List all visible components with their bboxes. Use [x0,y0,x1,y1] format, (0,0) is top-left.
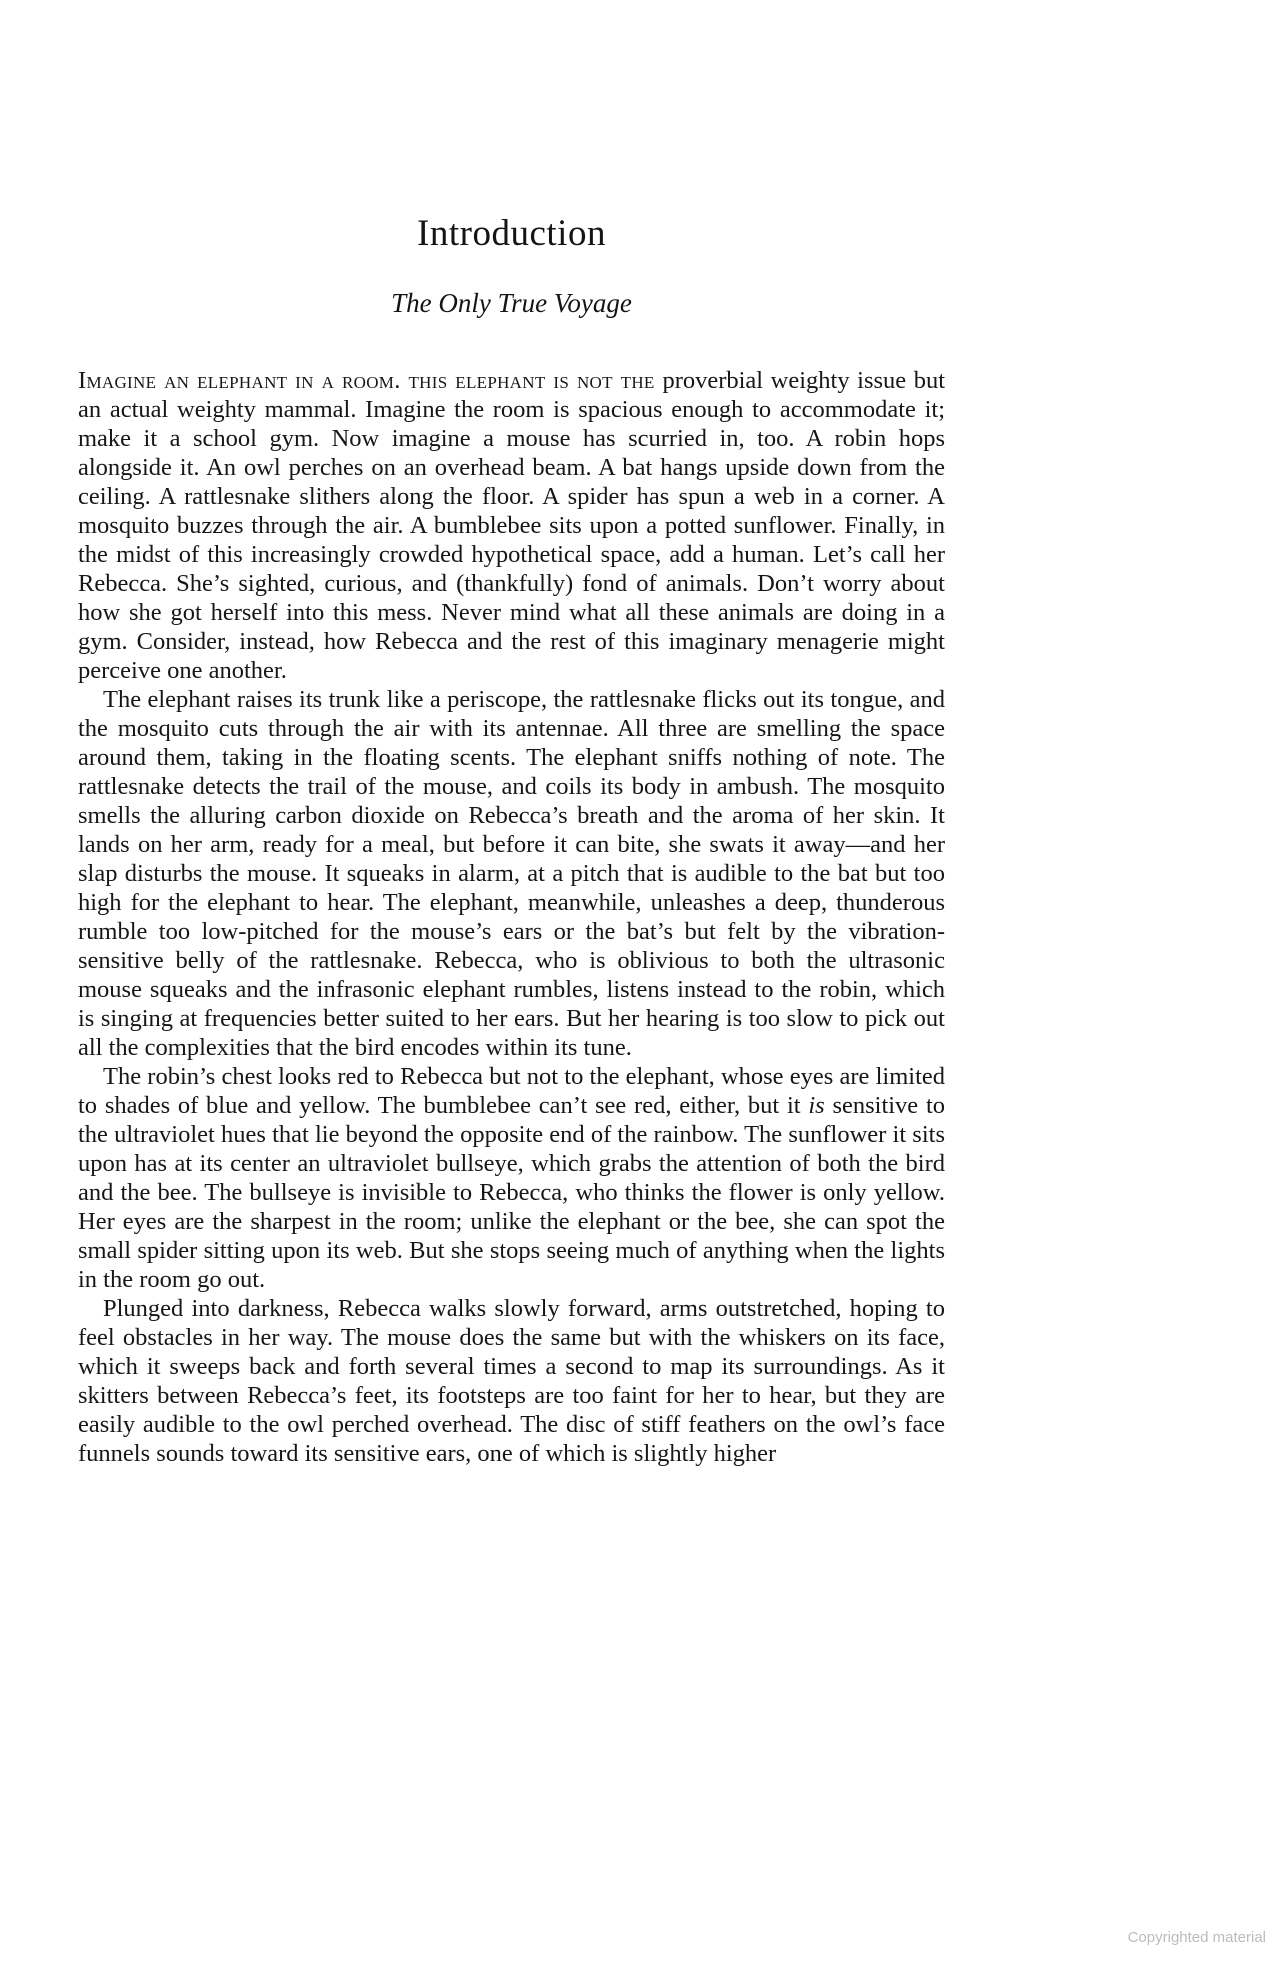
text-segment: is [808,1092,825,1119]
text-segment: The robin’s chest looks red to Rebecca but not to the elephant, whose eyes are limited to shades of blue and yellow. The bumblebee can’t see red, either, but it [78,1063,945,1119]
paragraph [78,1294,945,1468]
chapter-title: Introduction [417,213,606,254]
watermark: Copyrighted material [1127,1929,1266,1946]
text-segment: The elephant raises its trunk like a periscope, the rattlesnake flicks out its tongue, and the mosquito cuts through the air with its antennae. All three are smelling the space around them, taking in the floating scents. The elephant sniffs nothing of note. The rattlesnake detects the trail of the mouse, and coils its body in ambush. The mosquito smells the alluring carbon dioxide on Rebecca’s breath and the aroma of her skin. It lands on her arm, ready for a meal, but before it can bite, she swats it away—and her slap disturbs the mouse. It squeaks in alarm, at a pitch that is audible to the bat but too high for the elephant to hear. The elephant, meanwhile, unleashes a deep, thunderous rumble too low-pitched for the mouse’s ears or the bat’s but felt by the vibration-sensitive belly of the rattlesnake. Rebecca, who is oblivious to both the ultrasonic mouse squeaks and the infrasonic elephant rumbles, listens instead to the robin, which is singing at frequencies better suited to her ears. But her hearing is too slow to pick out all the complexities that the bird encodes within its tune. [78,686,945,1061]
body-text [78,366,945,1468]
paragraph [78,1062,945,1294]
chapter-subtitle: The Only True Voyage [391,288,632,318]
text-segment: Imagine an elephant in a room. this elephant is not the [78,367,663,394]
text-segment: Plunged into darkness, Rebecca walks slowly forward, arms outstretched, hoping to feel obstacles in her way. The mouse does the same but with the whiskers on its face, which it sweeps back and forth several times a second to map its surroundings. As it skitters between Rebecca’s feet, its footsteps are too faint for her to hear, but they are easily audible to the owl perched overhead. The disc of stiff feathers on the owl’s face funnels sounds toward its sensitive ears, one of which is slightly higher [78,1295,945,1467]
paragraph [78,366,945,685]
paragraph [78,685,945,1062]
text-segment: proverbial weighty issue but an actual weighty mammal. Imagine the room is spacious enough to accommodate it; make it a school gym. Now imagine a mouse has scurried in, too. A robin hops alongside it. An owl perches on an overhead beam. A bat hangs upside down from the ceiling. A rattlesnake slithers along the floor. A spider has spun a web in a corner. A mosquito buzzes through the air. A bumblebee sits upon a potted sunflower. Finally, in the midst of this increasingly crowded hypothetical space, add a human. Let’s call her Rebecca. She’s sighted, curious, and (thankfully) fond of animals. Don’t worry about how she got herself into this mess. Never mind what all these animals are doing in a gym. Consider, instead, how Rebecca and the rest of this imaginary menagerie might perceive one another. [78,367,946,684]
text-segment: sensitive to the ultraviolet hues that lie beyond the opposite end of the rainbow. The sunflower it sits upon has at its center an ultraviolet bullseye, which grabs the attention of both the bird and the bee. The bullseye is invisible to Rebecca, who thinks the flower is only yellow. Her eyes are the sharpest in the room; unlike the elephant or the bee, she can spot the small spider sitting upon its web. But she stops seeing much of anything when the lights in the room go out. [78,1092,945,1293]
